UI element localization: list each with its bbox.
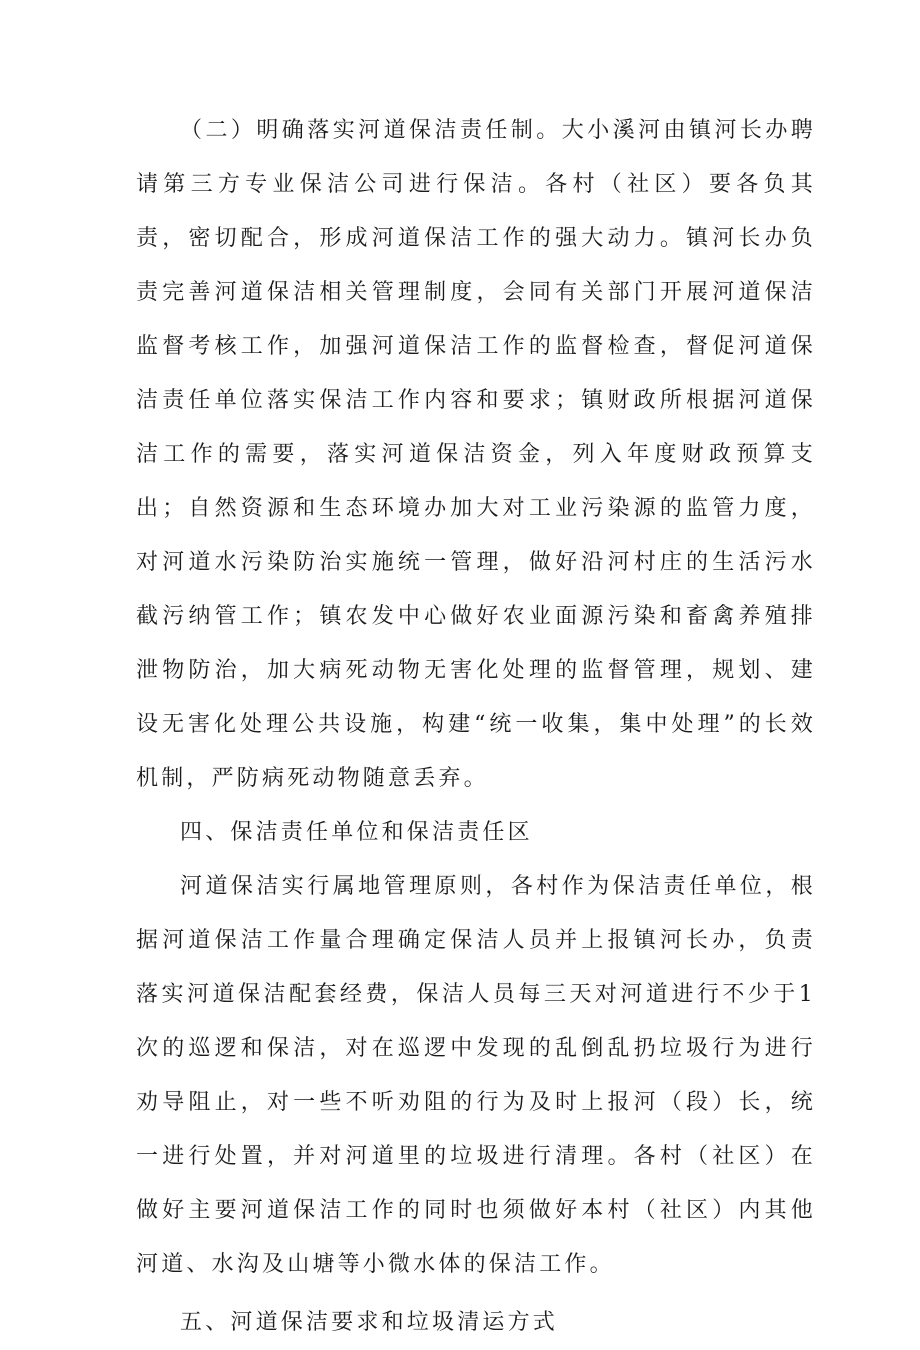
paragraph-territorial-management: 河道保洁实行属地管理原则，各村作为保洁责任单位，根据河道保洁工作量合理确定保洁人员并上报镇河长办，负责落实河道保洁配套经费，保洁人员每三天对河道进行不少于1次的巡逻和保洁，对在巡逻中发现的乱倒乱扔垃圾行为进行劝导阻止，对一些不听劝阻的行为及时上报河（段）长，统一进行处置，并对河道里的垃圾进行清理。各村（社区）在做好主要河道保洁工作的同时也须做好本村（社区）内其他河道、水沟及山塘等小微水体的保洁工作。 — [136, 874, 816, 1277]
paragraph-responsibility-system: （二）明确落实河道保洁责任制。大小溪河由镇河长办聘请第三方专业保洁公司进行保洁。各村（社区）要各负其责，密切配合，形成河道保洁工作的强大动力。镇河长办负责完善河道保洁相关管理制度，会同有关部门开展河道保洁监督考核工作，加强河道保洁工作的监督检查，督促河道保洁责任单位落实保洁工作内容和要求；镇财政所根据河道保洁工作的需要，落实河道保洁资金，列入年度财政预算支出；自然资源和生态环境办加大对工业污染源的监管力度，对河道水污染防治实施统一管理，做好沿河村庄的生活污水截污纳管工作；镇农发中心做好农业面源污染和畜禽养殖排泄物防治，加大病死动物无害化处理的监督管理，规划、建设无害化处理公共设施，构建“统一收集，集中处理”的长效机制，严防病死动物随意丢弃。 — [136, 118, 816, 791]
section-heading-4: 四、保洁责任单位和保洁责任区 — [180, 820, 533, 845]
section-heading-5: 五、河道保洁要求和垃圾清运方式 — [180, 1310, 559, 1335]
document-body — [136, 104, 816, 1350]
